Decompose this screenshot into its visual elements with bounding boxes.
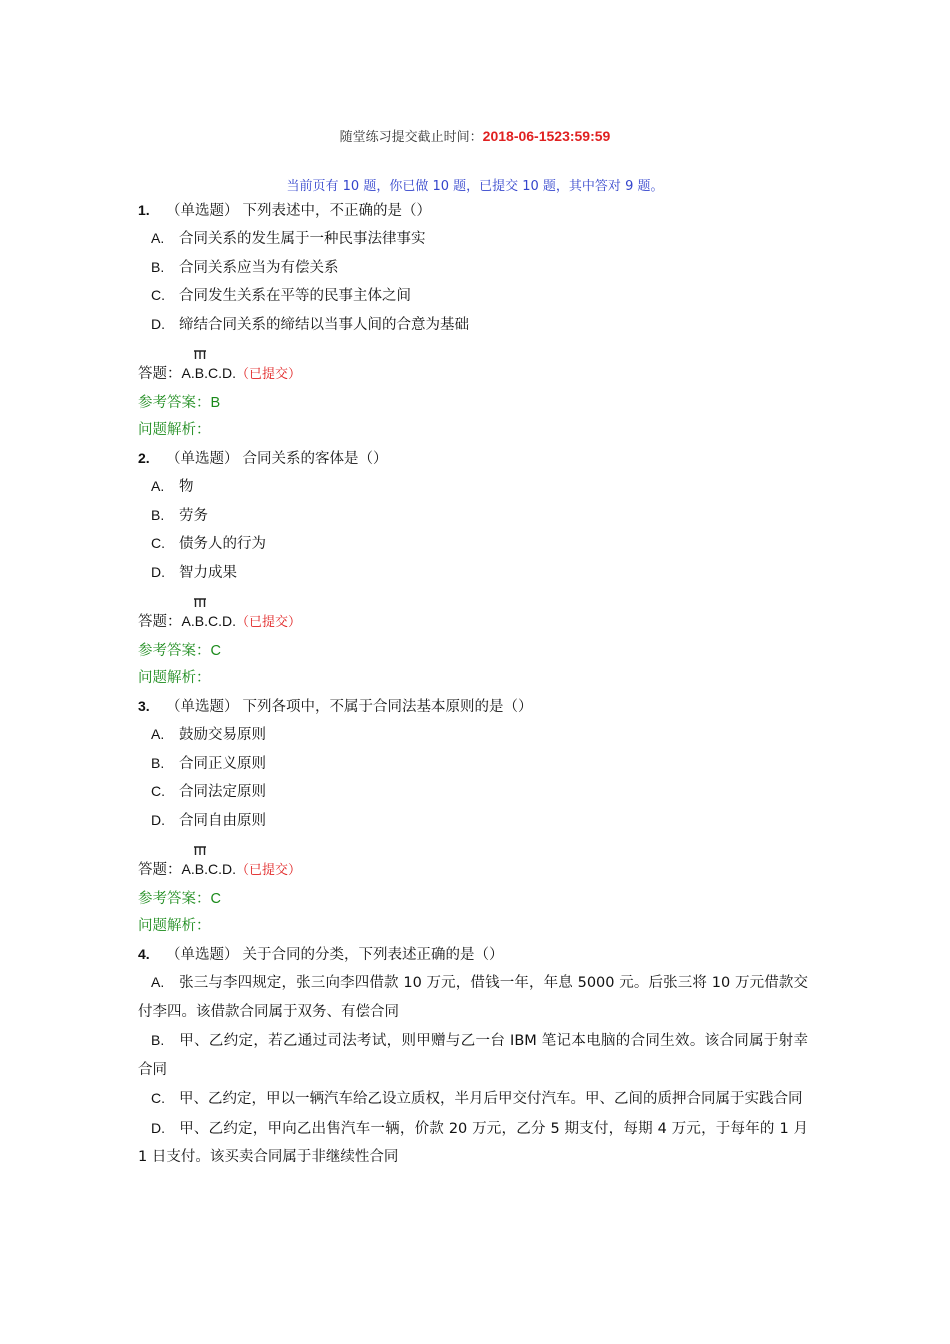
- option-text: 合同发生关系在平等的民事主体之间: [179, 288, 411, 304]
- answer-label: 答题：: [138, 366, 182, 382]
- option-c[interactable]: [138, 777, 808, 806]
- question-title: [138, 196, 808, 224]
- submitted-status: （已提交）: [235, 615, 301, 630]
- question-number: 3.: [138, 698, 150, 714]
- marker-row: [138, 834, 808, 856]
- option-letter: A.: [151, 974, 165, 990]
- option-letter: A.: [151, 230, 165, 246]
- option-letter: B.: [151, 258, 165, 275]
- option-letter: B.: [151, 506, 165, 523]
- question-number: 4.: [138, 946, 150, 962]
- option-text: 合同关系的发生属于一种民事法律事实: [179, 231, 426, 247]
- reference-value: C: [210, 891, 221, 907]
- submitted-status: （已提交）: [235, 367, 301, 382]
- option-b[interactable]: [138, 1026, 808, 1084]
- question-1: [138, 196, 808, 444]
- question-text: 合同关系的客体是（）: [242, 451, 388, 467]
- reference-value: C: [210, 643, 221, 659]
- option-letter: B.: [151, 754, 165, 771]
- option-letter: A.: [151, 478, 165, 494]
- option-text: 合同法定原则: [179, 784, 266, 800]
- deadline-line: [0, 126, 950, 145]
- deadline-label: 随堂练习提交截止时间：: [339, 130, 483, 145]
- answer-row: [138, 360, 808, 386]
- submitted-status: （已提交）: [235, 863, 301, 878]
- reference-label: 参考答案：: [138, 891, 211, 907]
- option-b[interactable]: [138, 253, 808, 282]
- answer-marker-icon: [193, 598, 207, 607]
- question-type: （单选题）: [166, 203, 239, 219]
- question-number: 2.: [138, 450, 150, 466]
- marker-row: [138, 338, 808, 360]
- deadline-time: 2018-06-1523:59:59: [482, 128, 611, 144]
- question-title: [138, 940, 808, 968]
- option-d[interactable]: [138, 310, 808, 339]
- option-letter: D.: [151, 1119, 165, 1136]
- option-text: 张三与李四规定，张三向李四借款 10 万元，借钱一年，年息 5000 元。后张三将 10 万元借款交付李四。该借款合同属于双务、有偿合同: [138, 975, 808, 1020]
- answer-row: [138, 856, 808, 882]
- reference-label: 参考答案：: [138, 395, 211, 411]
- answer-marker-icon: [193, 846, 207, 855]
- option-letter: C.: [151, 535, 165, 551]
- analysis-label: 问题解析：: [138, 918, 211, 934]
- question-title: [138, 444, 808, 472]
- answer-value: A.B.C.D.: [181, 861, 236, 877]
- answer-row: [138, 608, 808, 634]
- question-type: （单选题）: [166, 947, 239, 963]
- marker-row: [138, 586, 808, 608]
- option-d[interactable]: [138, 806, 808, 835]
- option-letter: C.: [151, 1090, 165, 1106]
- option-c[interactable]: [138, 1084, 808, 1114]
- option-b[interactable]: [138, 749, 808, 778]
- option-letter: D.: [151, 315, 165, 332]
- option-letter: D.: [151, 563, 165, 580]
- answer-label: 答题：: [138, 862, 182, 878]
- option-letter: D.: [151, 811, 165, 828]
- answer-label: 答题：: [138, 614, 182, 630]
- question-text: 关于合同的分类，下列表述正确的是（）: [242, 947, 504, 963]
- answer-value: A.B.C.D.: [181, 365, 236, 381]
- answer-marker-icon: [193, 350, 207, 359]
- option-text: 甲、乙约定，甲以一辆汽车给乙设立质权，半月后甲交付汽车。甲、乙间的质押合同属于实践合同: [179, 1091, 803, 1107]
- analysis-label: 问题解析：: [138, 422, 211, 438]
- reference-answer-row: [138, 386, 808, 416]
- option-c[interactable]: [138, 281, 808, 310]
- question-title: [138, 692, 808, 720]
- question-text: 下列各项中，不属于合同法基本原则的是（）: [242, 699, 533, 715]
- option-a[interactable]: [138, 224, 808, 253]
- reference-value: B: [210, 395, 221, 411]
- option-d[interactable]: [138, 1114, 808, 1172]
- option-letter: A.: [151, 726, 165, 742]
- analysis-label: 问题解析：: [138, 670, 211, 686]
- option-text: 劳务: [179, 507, 208, 524]
- option-text: 鼓励交易原则: [179, 727, 266, 743]
- option-letter: C.: [151, 783, 165, 799]
- question-3: [138, 692, 808, 940]
- option-a[interactable]: [138, 968, 808, 1026]
- option-letter: C.: [151, 287, 165, 303]
- question-type: （单选题）: [166, 451, 239, 467]
- option-text: 缔结合同关系的缔结以当事人间的合意为基础: [179, 316, 469, 333]
- option-text: 智力成果: [179, 564, 237, 581]
- option-a[interactable]: [138, 472, 808, 501]
- option-d[interactable]: [138, 558, 808, 587]
- option-text: 物: [179, 479, 194, 495]
- option-c[interactable]: [138, 529, 808, 558]
- question-2: [138, 444, 808, 692]
- reference-answer-row: [138, 882, 808, 912]
- option-text: 甲、乙约定，若乙通过司法考试，则甲赠与乙一台 IBM 笔记本电脑的合同生效。该合同属于射幸合同: [138, 1033, 808, 1078]
- option-a[interactable]: [138, 720, 808, 749]
- question-text: 下列表述中，不正确的是（）: [242, 203, 431, 219]
- question-type: （单选题）: [166, 699, 239, 715]
- question-4: [138, 940, 808, 1172]
- option-text: 合同自由原则: [179, 812, 266, 829]
- question-list: [138, 196, 808, 1172]
- answer-value: A.B.C.D.: [181, 613, 236, 629]
- reference-label: 参考答案：: [138, 643, 211, 659]
- option-text: 甲、乙约定，甲向乙出售汽车一辆，价款 20 万元，乙分 5 期支付，每期 4 万元，于每年的 1 月 1 日支付。该买卖合同属于非继续性合同: [138, 1120, 808, 1165]
- question-number: 1.: [138, 202, 150, 218]
- reference-answer-row: [138, 634, 808, 664]
- progress-summary: 当前页有 10 题，你已做 10 题，已提交 10 题，其中答对 9 题。: [286, 179, 664, 194]
- option-text: 合同正义原则: [179, 755, 266, 772]
- option-text: 合同关系应当为有偿关系: [179, 259, 339, 276]
- option-text: 债务人的行为: [179, 536, 266, 552]
- option-letter: B.: [151, 1032, 165, 1048]
- option-b[interactable]: [138, 501, 808, 530]
